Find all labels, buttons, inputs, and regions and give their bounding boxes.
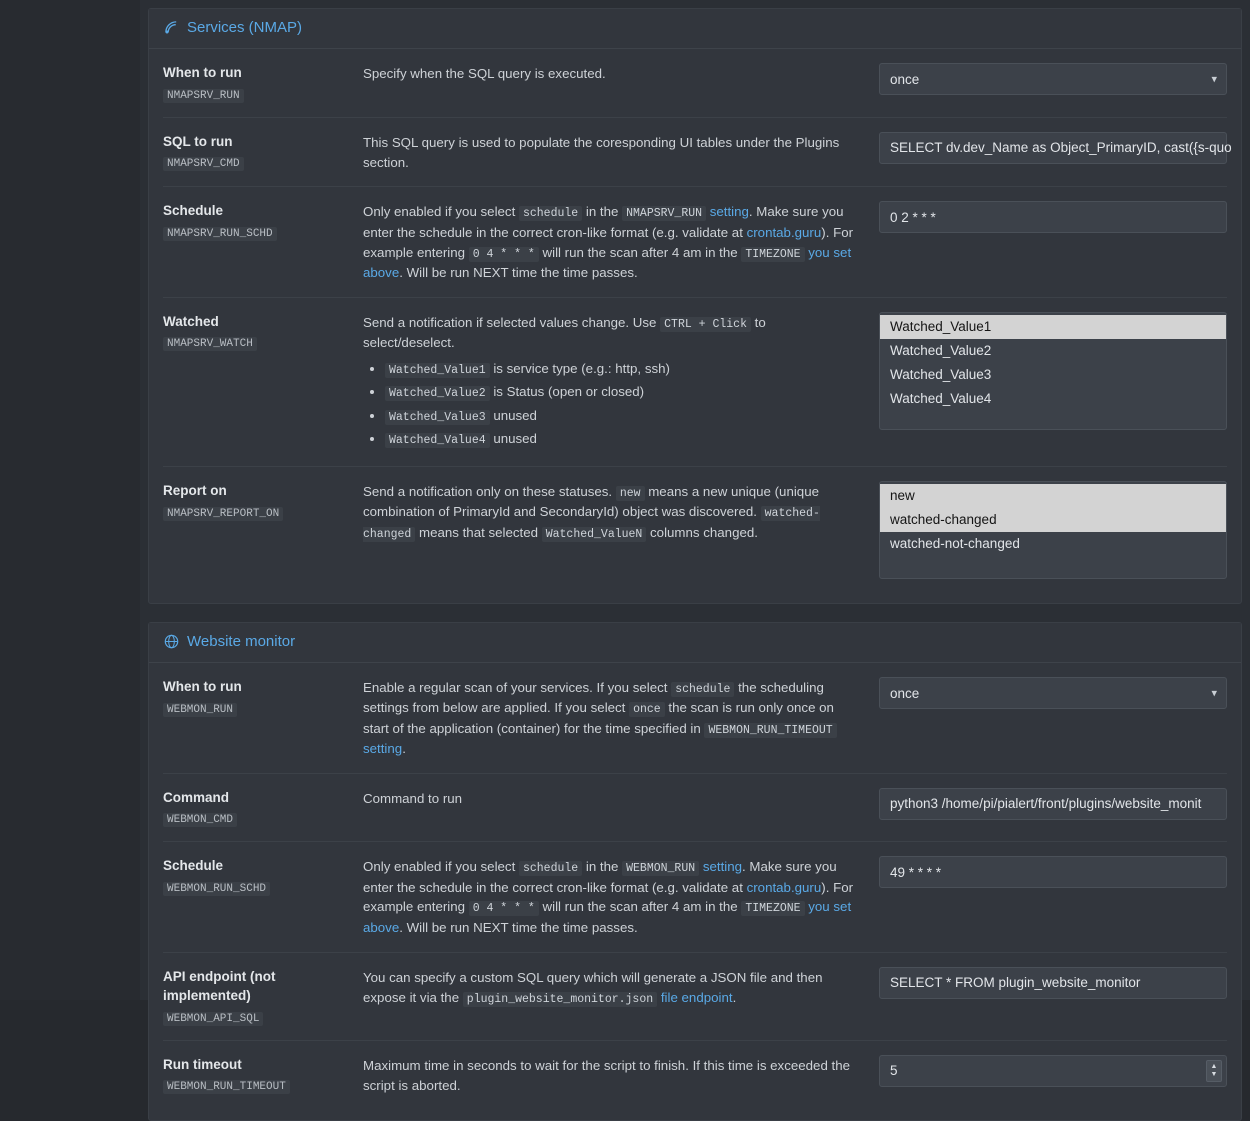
listbox-option[interactable]: watched-changed bbox=[880, 508, 1226, 532]
setting-key: WEBMON_API_SQL bbox=[163, 1012, 263, 1026]
setting-label-cell bbox=[163, 481, 363, 521]
chevron-down-icon: ▾ bbox=[1211, 687, 1217, 700]
section-title: Website monitor bbox=[187, 633, 296, 650]
run-timeout-number-input[interactable] bbox=[879, 1055, 1227, 1087]
when-to-run-select-value: once bbox=[890, 71, 920, 87]
api-endpoint-input[interactable] bbox=[879, 967, 1227, 999]
chevron-down-icon: ▾ bbox=[1211, 73, 1217, 86]
setting-field-cell bbox=[879, 63, 1227, 95]
setting-key: NMAPSRV_CMD bbox=[163, 157, 244, 171]
setting-row-watched bbox=[163, 298, 1227, 467]
listbox-option[interactable]: watched-not-changed bbox=[890, 536, 1020, 551]
listbox-option[interactable]: Watched_Value4 bbox=[890, 390, 992, 406]
setting-row-command bbox=[163, 774, 1227, 843]
setting-label: Report on bbox=[163, 483, 227, 498]
schedule-input-value: 49 * * * * bbox=[890, 864, 942, 880]
setting-field-cell bbox=[879, 132, 1232, 164]
when-to-run-select-value: once bbox=[890, 685, 920, 701]
setting-description: Command to run bbox=[363, 790, 463, 806]
section-services-nmap bbox=[148, 8, 1242, 604]
schedule-input-value: 0 2 * * * bbox=[890, 209, 936, 225]
setting-key: WEBMON_RUN_SCHD bbox=[163, 882, 270, 896]
section-header-website-monitor bbox=[149, 623, 1241, 663]
schedule-input[interactable] bbox=[879, 856, 1227, 888]
section-title: Services (NMAP) bbox=[187, 19, 303, 36]
setting-description: Only enabled if you select schedule in the NMAPSRV_RUN setting. Make sure you enter the schedule in the correct cron-like format (e.g. validate at crontab.guru). For example entering 0 4 * * * will run the scan after 4 am in the TIMEZONE you set above. Will be run NEXT time the time passes. bbox=[363, 204, 854, 280]
number-stepper[interactable]: ▲ ▼ bbox=[1206, 1060, 1222, 1082]
setting-row-schedule bbox=[163, 187, 1227, 297]
setting-field-cell bbox=[879, 481, 1227, 579]
settings-content bbox=[140, 0, 1250, 1094]
when-to-run-select[interactable] bbox=[879, 63, 1227, 95]
setting-row-sql-to-run bbox=[163, 118, 1232, 188]
setting-label: API endpoint (not implemented) bbox=[163, 968, 276, 1004]
setting-label-cell bbox=[163, 132, 363, 172]
setting-field-cell bbox=[879, 1055, 1227, 1087]
setting-row-when-to-run bbox=[163, 49, 1227, 118]
setting-label: Run timeout bbox=[163, 1056, 242, 1072]
setting-key: NMAPSRV_WATCH bbox=[163, 337, 257, 351]
sql-to-run-input[interactable] bbox=[879, 132, 1232, 164]
setting-label-cell bbox=[163, 201, 363, 241]
setting-row-schedule bbox=[163, 842, 1227, 952]
setting-label-cell bbox=[163, 856, 363, 896]
setting-description: Maximum time in seconds to wait for the script to finish. If this time is exceeded the script is aborted. bbox=[363, 1057, 851, 1093]
setting-label: Command bbox=[163, 789, 230, 805]
setting-row-run-timeout bbox=[163, 1041, 1227, 1110]
setting-label: When to run bbox=[163, 679, 242, 694]
section-website-monitor bbox=[148, 622, 1242, 1121]
setting-description: Only enabled if you select schedule in the WEBMON_RUN setting. Make sure you enter the schedule in the correct cron-like format (e.g. validate at crontab.guru). For example entering 0 4 * * * will run the scan after 4 am in the TIMEZONE you set above. Will be run NEXT time the time passes. bbox=[363, 859, 854, 935]
setting-description: Send a notification if selected values change. Use CTRL + Click to select/deselect. • Watched_Value1 is service type (e.g.: http, ssh) • Watched_Value2 is Status (open or closed) • Watched_Value3 unused • Watched_Value4 unused bbox=[363, 312, 879, 452]
when-to-run-select[interactable] bbox=[879, 677, 1227, 709]
setting-key: WEBMON_CMD bbox=[163, 813, 237, 827]
listbox-option[interactable]: Watched_Value2 bbox=[890, 342, 992, 358]
listbox-option[interactable]: Watched_Value1 bbox=[880, 315, 1226, 339]
setting-key: WEBMON_RUN_TIMEOUT bbox=[163, 1080, 290, 1094]
globe-icon bbox=[163, 634, 179, 650]
setting-label-cell bbox=[163, 788, 363, 828]
setting-field-cell bbox=[879, 967, 1227, 999]
run-timeout-number-value: 5 bbox=[890, 1063, 898, 1079]
setting-label-cell bbox=[163, 677, 363, 717]
listbox-option[interactable]: Watched_Value3 bbox=[890, 366, 992, 382]
setting-label-cell bbox=[163, 312, 363, 352]
setting-label-cell bbox=[163, 1055, 363, 1095]
setting-label: Watched bbox=[163, 313, 219, 329]
sections-root bbox=[148, 8, 1242, 1121]
setting-key: NMAPSRV_REPORT_ON bbox=[163, 507, 283, 521]
command-input-value: python3 /home/pi/pialert/front/plugins/website_monit bbox=[890, 796, 1202, 812]
sidebar-gutter bbox=[0, 0, 140, 1000]
schedule-input[interactable] bbox=[879, 201, 1227, 233]
listbox-option[interactable]: new bbox=[880, 484, 1226, 508]
setting-description: You can specify a custom SQL query which will generate a JSON file and then expose it via the plugin_website_monitor.json file endpoint. bbox=[363, 969, 823, 1006]
section-body bbox=[149, 49, 1241, 603]
setting-field-cell bbox=[879, 788, 1227, 820]
setting-description: Enable a regular scan of your services. If you select schedule the scheduling settings from below are applied. If you select once the scan is run only once on start of the application (container) for the time specified in WEBMON_RUN_TIMEOUT setting. bbox=[363, 677, 879, 759]
setting-key: NMAPSRV_RUN bbox=[163, 89, 244, 103]
setting-description: Specify when the SQL query is executed. bbox=[363, 66, 606, 81]
watched-listbox[interactable] bbox=[879, 312, 1227, 430]
setting-row-report-on bbox=[163, 467, 1227, 593]
setting-description: Send a notification only on these statuses. new means a new unique (unique combination of PrimaryId and SecondaryId) object was discovered. watched-changed means that selected Watched_ValueN columns changed. bbox=[363, 484, 820, 541]
setting-row-when-to-run bbox=[163, 663, 1227, 774]
setting-label: Schedule bbox=[163, 858, 224, 874]
setting-label: When to run bbox=[163, 65, 242, 80]
setting-key: WEBMON_RUN bbox=[163, 703, 237, 717]
section-header-services-nmap bbox=[149, 9, 1241, 49]
report-on-listbox[interactable] bbox=[879, 481, 1227, 579]
setting-label-cell bbox=[163, 63, 363, 103]
setting-label: Schedule bbox=[163, 203, 224, 219]
setting-field-cell bbox=[879, 201, 1227, 233]
section-body bbox=[149, 663, 1241, 1120]
sql-to-run-input-value: SELECT dv.dev_Name as Object_PrimaryID, cast({s-quo bbox=[890, 140, 1232, 156]
setting-label-cell bbox=[163, 967, 363, 1026]
setting-key: NMAPSRV_RUN_SCHD bbox=[163, 227, 277, 241]
setting-row-api-endpoint bbox=[163, 953, 1227, 1041]
radar-icon bbox=[163, 20, 179, 36]
setting-description: This SQL query is used to populate the coresponding UI tables under the Plugins section. bbox=[363, 134, 840, 170]
setting-field-cell bbox=[879, 677, 1227, 709]
setting-field-cell bbox=[879, 856, 1227, 888]
api-endpoint-input-value: SELECT * FROM plugin_website_monitor bbox=[890, 975, 1141, 991]
command-input[interactable] bbox=[879, 788, 1227, 820]
setting-field-cell bbox=[879, 312, 1227, 430]
setting-label: SQL to run bbox=[163, 133, 233, 149]
